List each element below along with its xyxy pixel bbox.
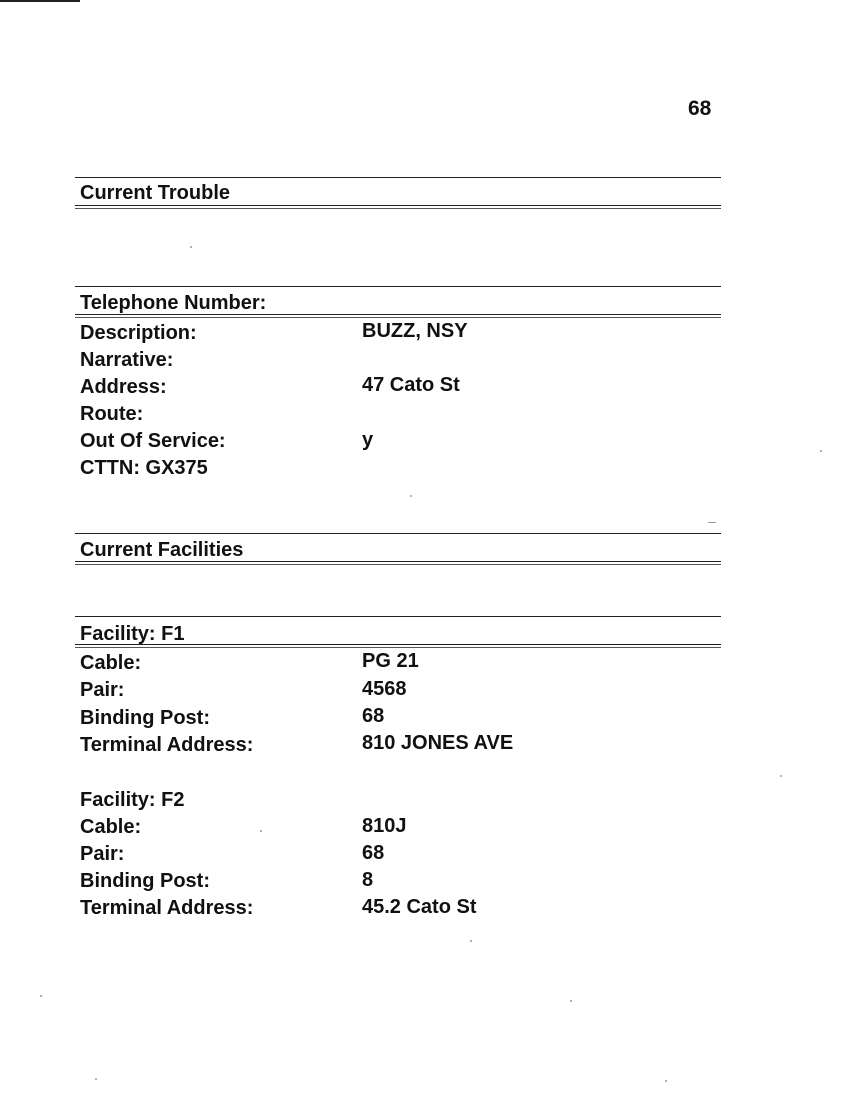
route-label: Route:	[80, 403, 144, 425]
current-trouble-top-rule	[75, 177, 721, 179]
out-of-service-label: Out Of Service:	[80, 430, 226, 452]
scan-speck	[820, 450, 822, 452]
f2-cable-label: Cable:	[80, 816, 142, 838]
f2-terminal-address-label: Terminal Address:	[80, 897, 254, 919]
scan-speck	[410, 495, 412, 497]
facility-f1-top-rule	[75, 616, 721, 618]
f2-terminal-address-value: 45.2 Cato St	[362, 896, 477, 918]
out-of-service-value: y	[362, 429, 374, 451]
current-trouble-bottom-rule	[75, 205, 721, 209]
scan-speck	[95, 1078, 97, 1080]
f2-binding-post-value: 8	[362, 869, 374, 891]
page-number: 68	[688, 97, 712, 120]
address-value: 47 Cato St	[362, 374, 460, 396]
scan-speck	[40, 995, 42, 997]
f2-binding-post-label: Binding Post:	[80, 870, 210, 892]
f1-binding-post-label: Binding Post:	[80, 707, 210, 729]
scan-speck	[708, 522, 716, 523]
f1-terminal-address-value: 810 JONES AVE	[362, 732, 514, 754]
scan-speck	[570, 1000, 572, 1002]
f2-pair-value: 68	[362, 842, 385, 864]
f1-binding-post-value: 68	[362, 705, 385, 727]
f2-pair-label: Pair:	[80, 843, 125, 865]
description-label: Description:	[80, 322, 197, 344]
f1-pair-value: 4568	[362, 678, 407, 700]
address-label: Address:	[80, 376, 167, 398]
facility-f2-heading: Facility: F2	[80, 789, 185, 811]
scan-speck	[665, 1080, 667, 1082]
telephone-bottom-rule	[75, 314, 721, 318]
scan-speck	[780, 775, 782, 777]
f1-pair-label: Pair:	[80, 679, 125, 701]
f2-cable-value: 810J	[362, 815, 407, 837]
f1-terminal-address-label: Terminal Address:	[80, 734, 254, 756]
f1-cable-value: PG 21	[362, 650, 419, 672]
telephone-number-heading: Telephone Number:	[80, 292, 267, 314]
facility-f1-heading: Facility: F1	[80, 623, 185, 645]
cttn-line: CTTN: GX375	[80, 457, 208, 479]
scan-speck	[190, 246, 192, 248]
telephone-top-rule	[75, 286, 721, 288]
current-trouble-heading: Current Trouble	[80, 182, 231, 204]
scan-speck	[260, 830, 262, 832]
scan-speck	[470, 940, 472, 942]
description-value: BUZZ, NSY	[362, 320, 468, 342]
facility-f1-bottom-rule	[75, 644, 721, 648]
current-facilities-heading: Current Facilities	[80, 539, 244, 561]
current-facilities-top-rule	[75, 533, 721, 535]
current-facilities-bottom-rule	[75, 561, 721, 565]
narrative-label: Narrative:	[80, 349, 174, 371]
f1-cable-label: Cable:	[80, 652, 142, 674]
corner-mark	[0, 0, 80, 2]
